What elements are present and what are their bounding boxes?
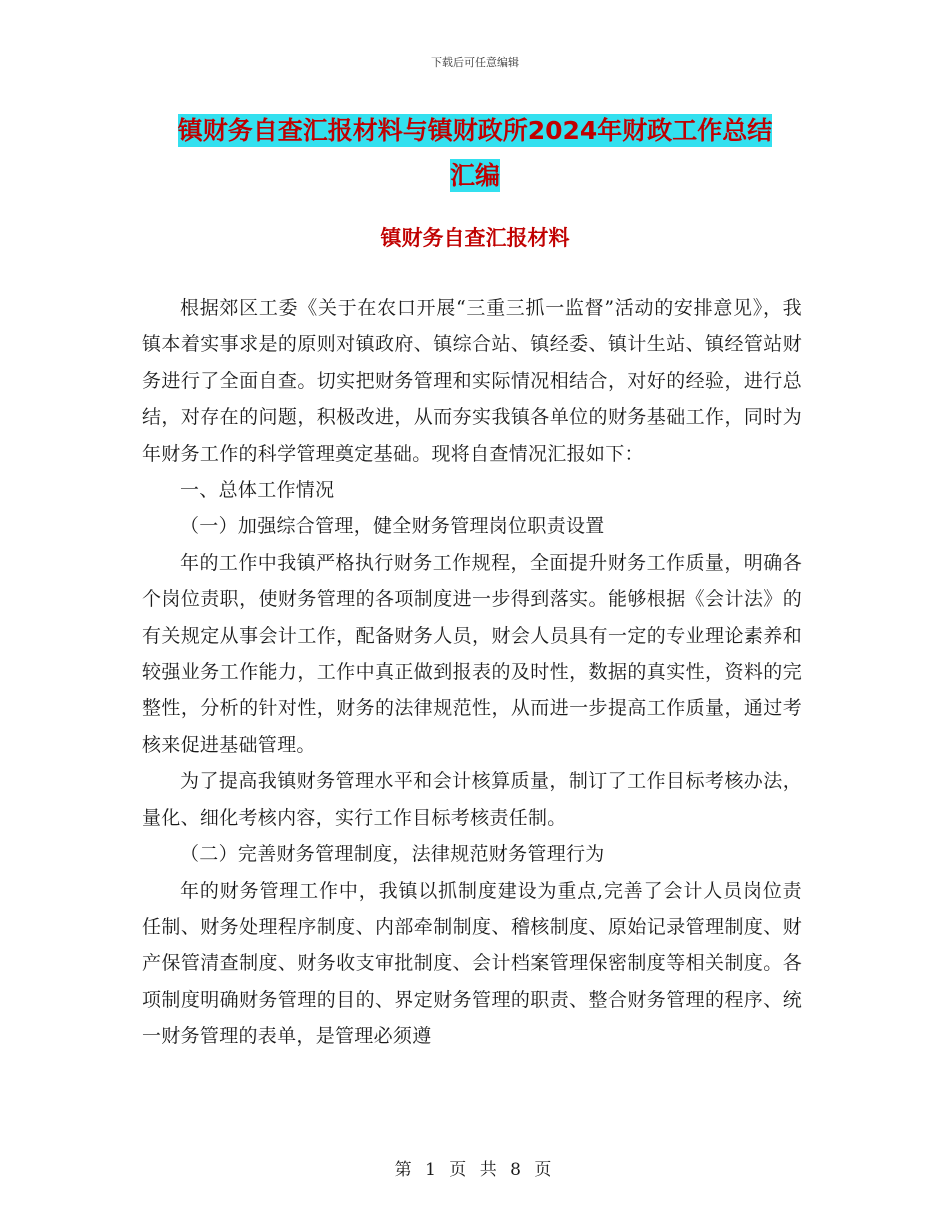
subheading-1: （一）加强综合管理，健全财务管理岗位职责设置	[180, 515, 605, 538]
paragraph-assessment: 为了提高我镇财务管理水平和会计核算质量，制订了工作目标考核办法，量化、细化考核内容，实行工作目标考核责任制。	[142, 770, 802, 829]
title-line-1: 镇财务自查汇报材料与镇财政所2024年财政工作总结	[177, 116, 773, 145]
page-header: 下载后可任意编辑	[431, 56, 519, 69]
subheading-2: （二）完善财务管理制度，法律规范财务管理行为	[180, 843, 605, 866]
heading-overall-work: 一、总体工作情况	[180, 479, 335, 502]
section-title: 镇财务自查汇报材料	[380, 226, 570, 250]
document-title	[0, 108, 950, 198]
title-line-2: 汇编	[449, 161, 500, 190]
page-footer: 第 1 页 共 8 页	[394, 1160, 556, 1180]
paragraph-systems: 年的财务管理工作中，我镇以抓制度建设为重点,完善了会计人员岗位责任制、财务处理程序制度、内部牵制制度、稽核制度、原始记录管理制度、财产保管清查制度、财务收支审批制度、会计档案管理保密制度等相关制度。各项制度明确财务管理的目的、界定财务管理的职责、整合财务管理的程序、统一财务管理的表单，是管理必须遵	[142, 879, 802, 1048]
paragraph-work-rules: 年的工作中我镇严格执行财务工作规程，全面提升财务工作质量，明确各个岗位责职，使财务管理的各项制度进一步得到落实。能够根据《会计法》的有关规定从事会计工作，配备财务人员，财会人员具有一定的专业理论素养和较强业务工作能力，工作中真正做到报表的及时性，数据的真实性，资料的完整性，分析的针对性，财务的法律规范性，从而进一步提高工作质量，通过考核来促进基础管理。	[142, 551, 802, 756]
paragraph-intro: 根据郊区工委《关于在农口开展“三重三抓一监督”活动的安排意见》，我镇本着实事求是的原则对镇政府、镇综合站、镇经委、镇计生站、镇经管站财务进行了全面自查。切实把财务管理和实际情况相结合，对好的经验，进行总结，对存在的问题，积极改进，从而夯实我镇各单位的财务基础工作，同时为年财务工作的科学管理奠定基础。现将自查情况汇报如下：	[142, 297, 802, 465]
body-text	[142, 290, 802, 1055]
